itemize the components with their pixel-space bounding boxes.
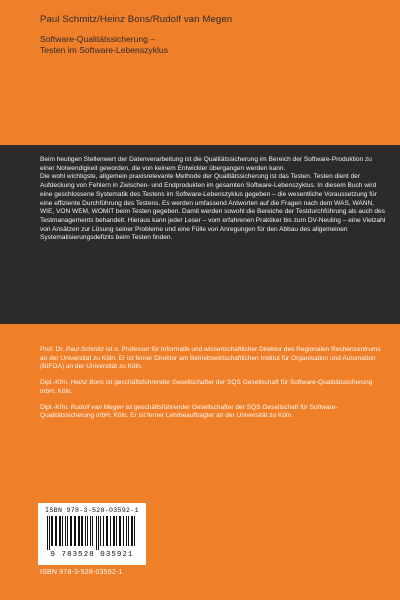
bio-prefix: Dipl.-Kfm.	[40, 403, 71, 411]
bio-heinz-bons	[40, 379, 385, 396]
bio-rudolf-van-megen	[40, 404, 385, 421]
book-title	[40, 34, 168, 56]
barcode-isbn-text: ISBN 978-3-528-03592-1	[45, 507, 139, 514]
isbn-footer: ISBN 978-3-528-03592-1	[40, 569, 123, 576]
description-paragraph-2: Die wohl wichtigste, allgemein praxisrelevante Methode der Qualitätssicherung ist das Testen. Testen dient der Aufdeckung von Fehlern in Zwischen- und Endprodukten im gesamten Software-Lebenszyklus. In diesem Buch wird eine geschlossene Systematik des Testens im Software-Lebenszyklus gegeben – die wesentliche Voraussetzung für eine effiziente Durchführung des Testens. Es werden umfassend Antworten auf die Fragen nach dem WAS, WANN, WIE, VON WEM, WOMIT beim Testen gegeben. Damit werden sowohl die Bereiche der Testdurchführung als auch des Testmanagements behandelt. Hieraus kann jeder Leser – vom erfahrenen Praktiker bis zum DV-Neuling – eine Vielzahl von Ansätzen zur Lösung seiner Probleme und eine Fülle von Anregungen für den Abbau des allgemeinen Systematisierungsdefizits beim Testen finden.	[40, 173, 386, 242]
authors-line: Paul Schmitz/Heinz Bons/Rudolf van Megen	[40, 14, 233, 25]
bio-author-name: Paul Schmitz	[65, 346, 105, 353]
bio-text: ist o. Professor für Informatik und wissenschaftlicher Direktor des Regionalen Rechenzentrums an der Universität zu Köln. Er ist ferner Direktor am Betriebswirtschaftlichen Institut für Organisation und Automation (BIFOA) an der Universität zu Köln.	[40, 346, 381, 371]
description-paragraph-1: Beim heutigen Stellenwert der Datenverarbeitung ist die Qualitätssicherung im Bereich der Software-Produktion zu einer Notwendigkeit geworden, die von keinem Entwickler übergangen werden kann.	[40, 156, 372, 172]
bio-author-name: Rudolf van Megen	[70, 403, 124, 411]
bio-paul-schmitz	[40, 346, 385, 372]
bio-text: ist geschäftsführender Gesellschafter der SQS Gesellschaft für Software-Qualitätssicherung mbH, Köln.	[40, 379, 373, 395]
barcode-label	[38, 503, 146, 565]
title-line-2: Testen im Software-Lebenszyklus	[40, 45, 169, 55]
bio-text: ist geschäftsführender Gesellschafter der SQS Gesellschaft für Software-Qualitätssicherung mbH, Köln. Er ist ferner Lehrbeauftragter an der Universität zu Köln.	[40, 403, 338, 420]
barcode-ean-digits: 9 783528 035921	[50, 551, 134, 559]
title-line-1: Software-Qualitätssicherung –	[40, 34, 156, 44]
barcode-bars	[45, 516, 139, 550]
bio-prefix: Prof. Dr.	[40, 346, 66, 353]
author-bios	[40, 346, 385, 428]
bio-author-name: Heinz Bons	[70, 379, 105, 387]
description-box	[0, 145, 400, 324]
bio-prefix: Dipl.-Kfm.	[40, 379, 71, 387]
